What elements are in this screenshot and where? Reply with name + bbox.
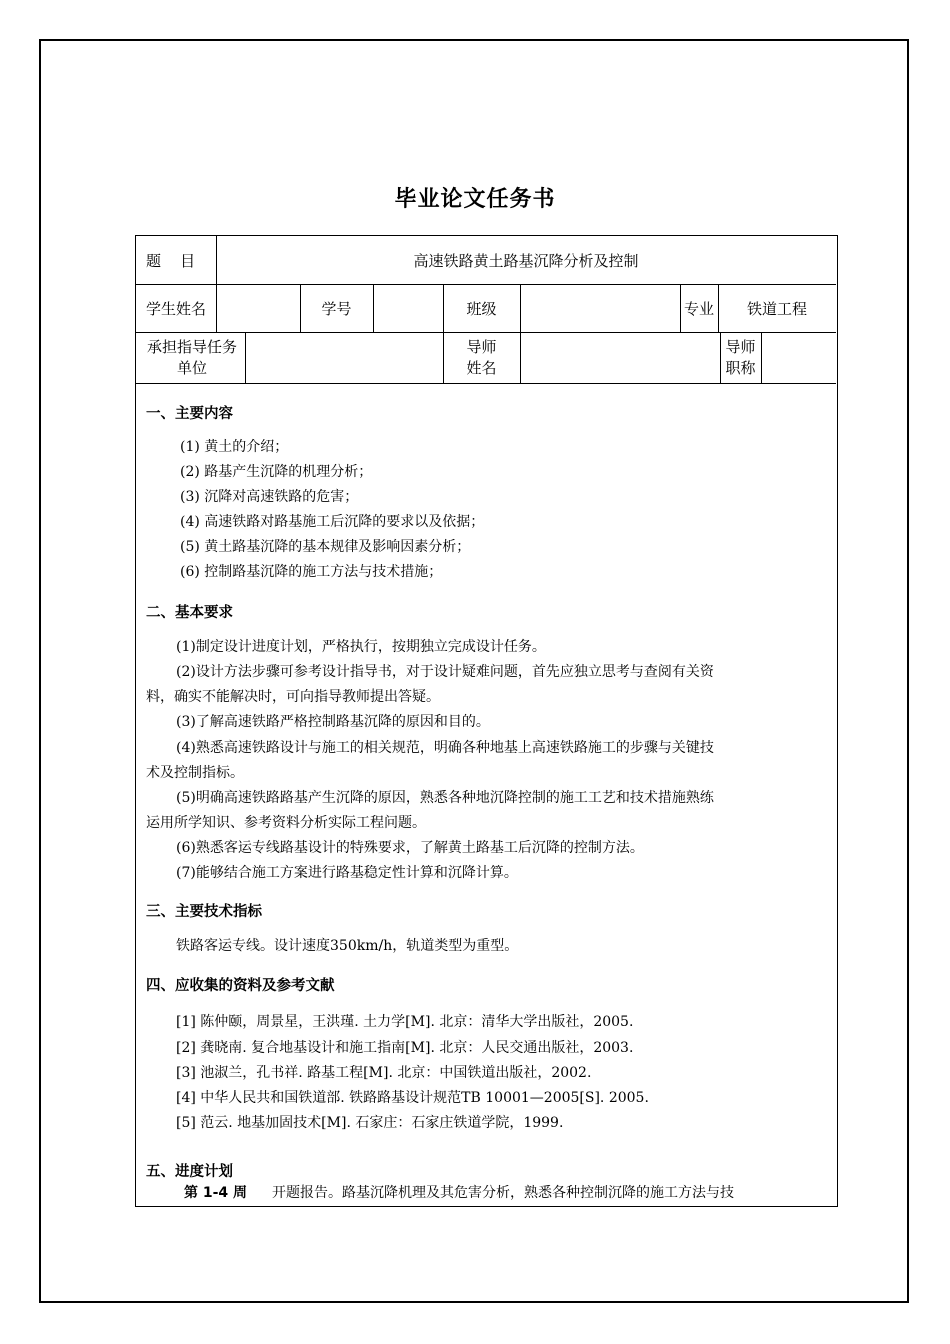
row-divider — [136, 284, 836, 285]
list-item: (6) 控制路基沉降的施工方法与技术措施； — [180, 564, 443, 580]
reference-item: [4] 中华人民共和国铁道部. 铁路路基设计规范TB 10001—2005[S]. 2005. — [176, 1090, 649, 1106]
document-title: 毕业论文任务书 — [394, 187, 556, 212]
advisor-name-label-line1: 导师 — [466, 338, 497, 356]
task-form-table — [135, 235, 838, 1207]
advisor-name-label — [443, 337, 520, 379]
col-divider — [373, 284, 374, 332]
paragraph-line: (6)熟悉客运专线路基设计的特殊要求，了解黄土路基工后沉降的控制方法。 — [176, 840, 644, 856]
schedule-week-text: 开题报告。路基沉降机理及其危害分析，熟悉各种控制沉降的施工方法与技 — [272, 1185, 734, 1201]
paragraph-line: (2)设计方法步骤可参考设计指导书，对于设计疑难问题，首先应独立思考与查阅有关资 — [176, 664, 714, 680]
paragraph-line: (4)熟悉高速铁路设计与施工的相关规范，明确各种地基上高速铁路施工的步骤与关键技 — [176, 740, 714, 756]
list-item: (5) 黄土路基沉降的基本规律及影响因素分析； — [180, 539, 471, 555]
row-divider — [136, 332, 836, 333]
unit-label-line2: 单位 — [176, 359, 207, 377]
section-main-content-title: 一、主要内容 — [146, 406, 233, 422]
paragraph-line: (3)了解高速铁路严格控制路基沉降的原因和目的。 — [176, 714, 490, 730]
paragraph-line: (7)能够结合施工方案进行路基稳定性计算和沉降计算。 — [176, 865, 518, 881]
section-tech-title: 三、主要技术指标 — [146, 904, 262, 920]
list-item: (3) 沉降对高速铁路的危害； — [180, 489, 359, 505]
col-divider — [216, 284, 217, 332]
reference-item: [5] 范云. 地基加固技术[M]. 石家庄：石家庄铁道学院，1999. — [176, 1115, 564, 1131]
paragraph-line: 运用所学知识、参考资料分析实际工程问题。 — [146, 815, 426, 831]
col-divider — [520, 332, 521, 383]
student-id-label: 学号 — [321, 300, 352, 318]
advisor-title-label-line1: 导师 — [725, 338, 756, 356]
topic-value: 高速铁路黄土路基沉降分析及控制 — [413, 252, 639, 270]
class-label: 班级 — [466, 300, 497, 318]
tech-text: 铁路客运专线。设计速度350km/h，轨道类型为重型。 — [176, 938, 519, 954]
section-requirements-title: 二、基本要求 — [146, 605, 233, 621]
paragraph-line: (5)明确高速铁路路基产生沉降的原因，熟悉各种地沉降控制的施工工艺和技术措施熟练 — [176, 790, 714, 806]
col-divider — [761, 332, 762, 383]
list-item: (4) 高速铁路对路基施工后沉降的要求以及依据； — [180, 514, 485, 530]
row-divider — [136, 383, 836, 384]
list-item: (1) 黄土的介绍； — [180, 439, 289, 455]
paragraph-line: (1)制定设计进度计划，严格执行，按期独立完成设计任务。 — [176, 639, 546, 655]
reference-item: [2] 龚晓南. 复合地基设计和施工指南[M]. 北京：人民交通出版社，2003. — [176, 1040, 634, 1056]
major-label: 专业 — [683, 300, 714, 318]
reference-item: [3] 池淑兰，孔书祥. 路基工程[M]. 北京：中国铁道出版社，2002. — [176, 1065, 592, 1081]
paragraph-line: 术及控制指标。 — [146, 765, 244, 781]
section-references-title: 四、应收集的资料及参考文献 — [146, 978, 335, 994]
advisor-title-label-line2: 职称 — [725, 359, 756, 377]
schedule-week-label: 第 1-4 周 — [184, 1185, 248, 1201]
student-name-label: 学生姓名 — [145, 300, 206, 318]
section-schedule-title: 五、进度计划 — [146, 1164, 233, 1180]
unit-label — [139, 337, 245, 379]
advisor-title-label — [720, 337, 761, 379]
col-divider — [245, 332, 246, 383]
advisor-name-label-line2: 姓名 — [466, 359, 497, 377]
unit-label-line1: 承担指导任务 — [146, 338, 237, 356]
topic-label: 题 目 — [146, 252, 196, 270]
major-value: 铁道工程 — [746, 300, 807, 318]
reference-item: [1] 陈仲颐，周景星，王洪瑾. 土力学[M]. 北京：清华大学出版社，2005. — [176, 1014, 634, 1030]
list-item: (2) 路基产生沉降的机理分析； — [180, 464, 373, 480]
paragraph-line: 料，确实不能解决时，可向指导教师提出答疑。 — [146, 689, 440, 705]
col-divider — [520, 284, 521, 332]
